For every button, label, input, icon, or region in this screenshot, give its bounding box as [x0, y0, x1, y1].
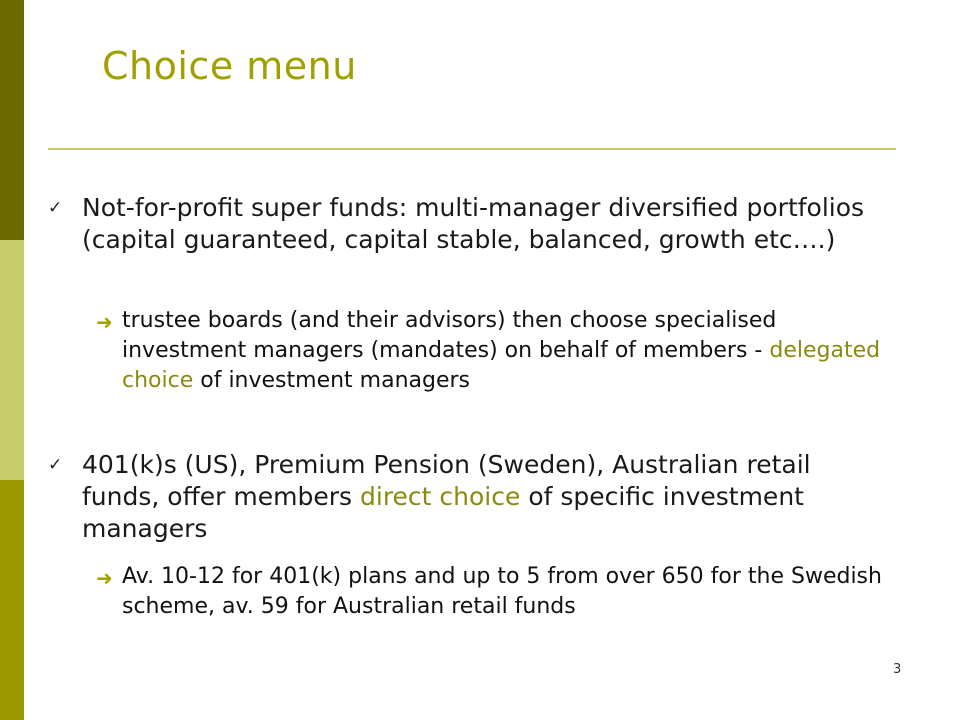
bullet-2-text-after: of specific investment managers [82, 482, 804, 543]
bullet-1-text: Not-for-profit super funds: multi-manager diversified portfolios (capital guaranteed, capital stable, balanced, growth etc….) [82, 193, 865, 254]
slide-title: Choice menu [102, 44, 357, 88]
arrow-right-icon: ➜ [96, 310, 113, 334]
bullet-1-sub-text-before: trustee boards (and their advisors) then choose specialised investment managers (mandates) on behalf of members - [122, 308, 777, 363]
sidebar-segment-top [0, 0, 24, 240]
bullet-1-subpoint [122, 306, 882, 396]
decorative-sidebar [0, 0, 24, 720]
checkmark-icon: ✓ [48, 455, 63, 475]
bullet-2-highlight: direct choice [360, 482, 521, 511]
bullet-2-text-before: 401(k)s (US), Premium Pension (Sweden), Australian retail funds, offer members [82, 450, 811, 511]
sidebar-segment-middle [0, 240, 24, 480]
arrow-right-icon: ➜ [96, 566, 113, 590]
page-number: 3 [893, 662, 902, 677]
bullet-1-sub-text-after: of investment managers [193, 368, 471, 393]
checkmark-icon: ✓ [48, 198, 63, 218]
bullet-1-sub-highlight: delegated choice [122, 338, 881, 393]
title-divider [48, 148, 896, 150]
sidebar-segment-bottom [0, 480, 24, 720]
bullet-2-subpoint: Av. 10-12 for 401(k) plans and up to 5 from over 650 for the Swedish scheme, av. 59 for Australian retail funds [122, 564, 882, 619]
bullet-2-text [82, 449, 882, 545]
